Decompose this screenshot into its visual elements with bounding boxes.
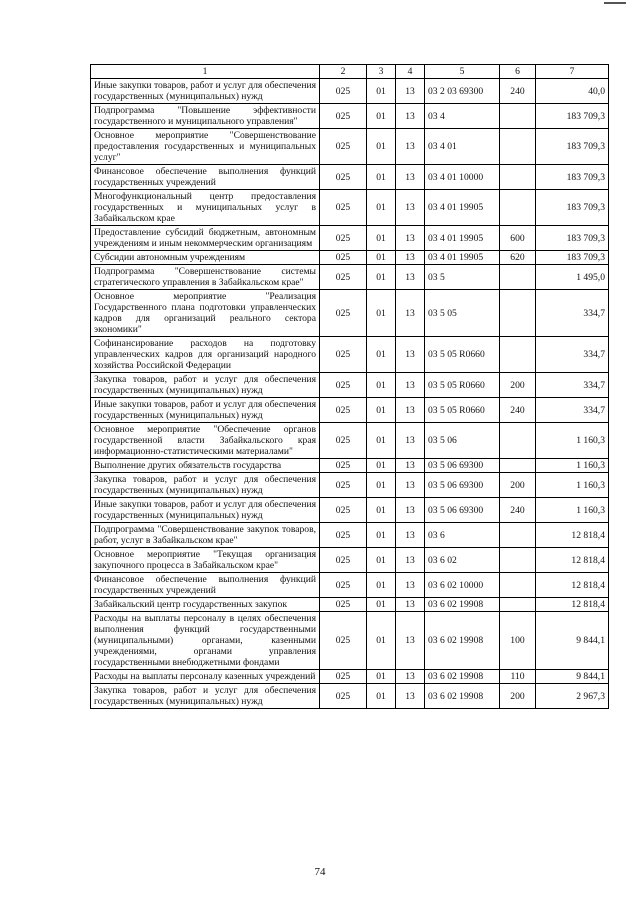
cell-subsection: 13 [396, 190, 425, 226]
cell-expense-type: 240 [500, 79, 536, 104]
cell-subsection: 13 [396, 398, 425, 423]
cell-name: Закупка товаров, работ и услуг для обеспечения государственных (муниципальных) нужд [91, 373, 320, 398]
cell-ministry: 025 [320, 104, 367, 129]
cell-ministry: 025 [320, 473, 367, 498]
cell-expense-type: 200 [500, 473, 536, 498]
header-col-6: 6 [500, 65, 536, 79]
cell-expense-type [500, 290, 536, 337]
cell-target-item: 03 4 01 [425, 129, 500, 165]
cell-subsection: 13 [396, 104, 425, 129]
cell-subsection: 13 [396, 473, 425, 498]
table-row [91, 548, 609, 573]
cell-section: 01 [367, 337, 396, 373]
cell-name: Предоставление субсидий бюджетным, автономным учреждениям и иным некоммерческим организациям [91, 226, 320, 251]
cell-subsection: 13 [396, 459, 425, 473]
cell-ministry: 025 [320, 190, 367, 226]
cell-section: 01 [367, 190, 396, 226]
cell-subsection: 13 [396, 165, 425, 190]
cell-amount: 9 844,1 [536, 612, 609, 670]
cell-target-item: 03 5 05 R0660 [425, 398, 500, 423]
cell-name: Многофункциональный центр предоставления государственных и муниципальных услуг в Забайкальском крае [91, 190, 320, 226]
cell-section: 01 [367, 251, 396, 265]
cell-section: 01 [367, 129, 396, 165]
table-row [91, 165, 609, 190]
cell-target-item: 03 6 02 [425, 548, 500, 573]
table-row [91, 79, 609, 104]
table-row [91, 684, 609, 709]
table-row [91, 423, 609, 459]
cell-name: Софинансирование расходов на подготовку управленческих кадров для организаций народного хозяйства Российской Федерации [91, 337, 320, 373]
cell-ministry: 025 [320, 79, 367, 104]
cell-target-item: 03 4 [425, 104, 500, 129]
cell-name: Забайкальский центр государственных закупок [91, 598, 320, 612]
cell-target-item: 03 4 01 19905 [425, 190, 500, 226]
cell-name: Иные закупки товаров, работ и услуг для обеспечения государственных (муниципальных) нужд [91, 79, 320, 104]
cell-ministry: 025 [320, 265, 367, 290]
cell-name: Субсидии автономным учреждениям [91, 251, 320, 265]
table-row [91, 573, 609, 598]
cell-section: 01 [367, 104, 396, 129]
cell-section: 01 [367, 373, 396, 398]
header-col-3: 3 [367, 65, 396, 79]
cell-section: 01 [367, 598, 396, 612]
cell-name: Закупка товаров, работ и услуг для обеспечения государственных (муниципальных) нужд [91, 684, 320, 709]
cell-amount: 1 160,3 [536, 423, 609, 459]
cell-target-item: 03 4 01 19905 [425, 251, 500, 265]
cell-amount: 183 709,3 [536, 104, 609, 129]
cell-section: 01 [367, 473, 396, 498]
cell-subsection: 13 [396, 598, 425, 612]
cell-section: 01 [367, 165, 396, 190]
cell-section: 01 [367, 523, 396, 548]
cell-name: Финансовое обеспечение выполнения функций государственных учреждений [91, 165, 320, 190]
cell-target-item: 03 5 06 69300 [425, 498, 500, 523]
cell-amount: 183 709,3 [536, 190, 609, 226]
table-row [91, 498, 609, 523]
cell-amount: 183 709,3 [536, 165, 609, 190]
cell-section: 01 [367, 684, 396, 709]
cell-target-item: 03 6 02 19908 [425, 612, 500, 670]
cell-amount: 12 818,4 [536, 548, 609, 573]
cell-section: 01 [367, 423, 396, 459]
header-col-1: 1 [91, 65, 320, 79]
cell-amount: 1 160,3 [536, 459, 609, 473]
cell-target-item: 03 4 01 19905 [425, 226, 500, 251]
cell-subsection: 13 [396, 498, 425, 523]
cell-name: Выполнение других обязательств государства [91, 459, 320, 473]
cell-amount: 40,0 [536, 79, 609, 104]
cell-expense-type [500, 573, 536, 598]
cell-expense-type: 240 [500, 498, 536, 523]
cell-ministry: 025 [320, 398, 367, 423]
table-row [91, 598, 609, 612]
header-col-2: 2 [320, 65, 367, 79]
cell-expense-type [500, 104, 536, 129]
cell-expense-type [500, 459, 536, 473]
cell-ministry: 025 [320, 373, 367, 398]
cell-name: Закупка товаров, работ и услуг для обеспечения государственных (муниципальных) нужд [91, 473, 320, 498]
cell-section: 01 [367, 459, 396, 473]
header-col-7: 7 [536, 65, 609, 79]
cell-amount: 1 160,3 [536, 473, 609, 498]
cell-target-item: 03 5 [425, 265, 500, 290]
cell-section: 01 [367, 79, 396, 104]
cell-name: Финансовое обеспечение выполнения функций государственных учреждений [91, 573, 320, 598]
cell-ministry: 025 [320, 459, 367, 473]
cell-section: 01 [367, 265, 396, 290]
table-header [91, 65, 609, 79]
cell-target-item: 03 5 05 R0660 [425, 337, 500, 373]
table-row [91, 459, 609, 473]
scan-corner-mark [604, 2, 626, 4]
cell-subsection: 13 [396, 523, 425, 548]
table-row [91, 265, 609, 290]
cell-expense-type: 200 [500, 684, 536, 709]
header-col-5: 5 [425, 65, 500, 79]
cell-target-item: 03 5 05 R0660 [425, 373, 500, 398]
cell-expense-type [500, 265, 536, 290]
cell-ministry: 025 [320, 548, 367, 573]
cell-amount: 12 818,4 [536, 573, 609, 598]
table-row [91, 373, 609, 398]
header-col-4: 4 [396, 65, 425, 79]
cell-amount: 183 709,3 [536, 226, 609, 251]
cell-ministry: 025 [320, 337, 367, 373]
cell-ministry: 025 [320, 612, 367, 670]
cell-section: 01 [367, 498, 396, 523]
table-row [91, 670, 609, 684]
table-body [91, 79, 609, 709]
cell-subsection: 13 [396, 79, 425, 104]
cell-expense-type [500, 337, 536, 373]
cell-expense-type [500, 598, 536, 612]
cell-subsection: 13 [396, 612, 425, 670]
cell-subsection: 13 [396, 265, 425, 290]
table-row [91, 473, 609, 498]
table-row [91, 398, 609, 423]
cell-amount: 183 709,3 [536, 129, 609, 165]
table-row [91, 190, 609, 226]
cell-subsection: 13 [396, 670, 425, 684]
cell-name: Основное мероприятие "Реализация Государственного плана подготовки управленческих кадров для организаций реального сектора экономики" [91, 290, 320, 337]
cell-amount: 334,7 [536, 337, 609, 373]
cell-name: Основное мероприятие "Текущая организация закупочного процесса в Забайкальском крае" [91, 548, 320, 573]
page-number: 74 [314, 866, 326, 878]
cell-subsection: 13 [396, 573, 425, 598]
cell-ministry: 025 [320, 165, 367, 190]
cell-target-item: 03 5 05 [425, 290, 500, 337]
cell-name: Расходы на выплаты персоналу казенных учреждений [91, 670, 320, 684]
cell-name: Иные закупки товаров, работ и услуг для обеспечения государственных (муниципальных) нужд [91, 398, 320, 423]
cell-ministry: 025 [320, 251, 367, 265]
cell-subsection: 13 [396, 251, 425, 265]
cell-amount: 12 818,4 [536, 523, 609, 548]
cell-amount: 334,7 [536, 290, 609, 337]
cell-amount: 1 160,3 [536, 498, 609, 523]
cell-expense-type [500, 129, 536, 165]
table-row [91, 612, 609, 670]
cell-name: Основное мероприятие "Совершенствование предоставления государственных и муниципальных услуг" [91, 129, 320, 165]
cell-amount: 183 709,3 [536, 251, 609, 265]
table-row [91, 337, 609, 373]
table-row [91, 226, 609, 251]
cell-section: 01 [367, 226, 396, 251]
cell-target-item: 03 4 01 10000 [425, 165, 500, 190]
cell-expense-type [500, 190, 536, 226]
cell-amount: 334,7 [536, 398, 609, 423]
header-row [91, 65, 609, 79]
cell-ministry: 025 [320, 498, 367, 523]
cell-name: Подпрограмма "Совершенствование закупок товаров, работ, услуг в Забайкальском крае" [91, 523, 320, 548]
cell-section: 01 [367, 398, 396, 423]
cell-expense-type: 200 [500, 373, 536, 398]
cell-subsection: 13 [396, 337, 425, 373]
cell-name: Подпрограмма "Совершенствование системы стратегического управления в Забайкальском крае" [91, 265, 320, 290]
cell-expense-type: 620 [500, 251, 536, 265]
cell-expense-type: 240 [500, 398, 536, 423]
cell-ministry: 025 [320, 684, 367, 709]
cell-expense-type [500, 548, 536, 573]
table-row [91, 290, 609, 337]
cell-section: 01 [367, 670, 396, 684]
cell-target-item: 03 6 02 19908 [425, 598, 500, 612]
cell-amount: 2 967,3 [536, 684, 609, 709]
cell-target-item: 03 5 06 69300 [425, 473, 500, 498]
table-row [91, 251, 609, 265]
cell-ministry: 025 [320, 670, 367, 684]
cell-subsection: 13 [396, 290, 425, 337]
cell-section: 01 [367, 573, 396, 598]
cell-expense-type [500, 523, 536, 548]
cell-expense-type [500, 423, 536, 459]
cell-ministry: 025 [320, 129, 367, 165]
cell-expense-type: 600 [500, 226, 536, 251]
cell-subsection: 13 [396, 226, 425, 251]
table-row [91, 523, 609, 548]
cell-ministry: 025 [320, 523, 367, 548]
cell-expense-type [500, 165, 536, 190]
cell-ministry: 025 [320, 573, 367, 598]
cell-ministry: 025 [320, 423, 367, 459]
cell-name: Иные закупки товаров, работ и услуг для обеспечения государственных (муниципальных) нужд [91, 498, 320, 523]
cell-target-item: 03 6 02 19908 [425, 684, 500, 709]
table-row [91, 129, 609, 165]
cell-subsection: 13 [396, 684, 425, 709]
cell-section: 01 [367, 548, 396, 573]
cell-amount: 1 495,0 [536, 265, 609, 290]
cell-subsection: 13 [396, 423, 425, 459]
table-row [91, 104, 609, 129]
cell-ministry: 025 [320, 290, 367, 337]
cell-ministry: 025 [320, 226, 367, 251]
cell-ministry: 025 [320, 598, 367, 612]
cell-amount: 12 818,4 [536, 598, 609, 612]
cell-expense-type: 100 [500, 612, 536, 670]
cell-section: 01 [367, 290, 396, 337]
cell-section: 01 [367, 612, 396, 670]
cell-target-item: 03 6 02 19908 [425, 670, 500, 684]
cell-expense-type: 110 [500, 670, 536, 684]
cell-amount: 334,7 [536, 373, 609, 398]
cell-subsection: 13 [396, 373, 425, 398]
budget-table [90, 64, 609, 709]
cell-target-item: 03 5 06 [425, 423, 500, 459]
cell-target-item: 03 6 02 10000 [425, 573, 500, 598]
cell-target-item: 03 2 03 69300 [425, 79, 500, 104]
cell-name: Основное мероприятие "Обеспечение органов государственной власти Забайкальского края информационно-статистическими материалами" [91, 423, 320, 459]
cell-subsection: 13 [396, 548, 425, 573]
cell-target-item: 03 6 [425, 523, 500, 548]
cell-name: Подпрограмма "Повышение эффективности государственного и муниципального управления" [91, 104, 320, 129]
cell-subsection: 13 [396, 129, 425, 165]
cell-target-item: 03 5 06 69300 [425, 459, 500, 473]
cell-amount: 9 844,1 [536, 670, 609, 684]
cell-name: Расходы на выплаты персоналу в целях обеспечения выполнения функций государственными (муниципальными) органами, казенными учреждениями, органами управления государственными внебюджетными фондами [91, 612, 320, 670]
